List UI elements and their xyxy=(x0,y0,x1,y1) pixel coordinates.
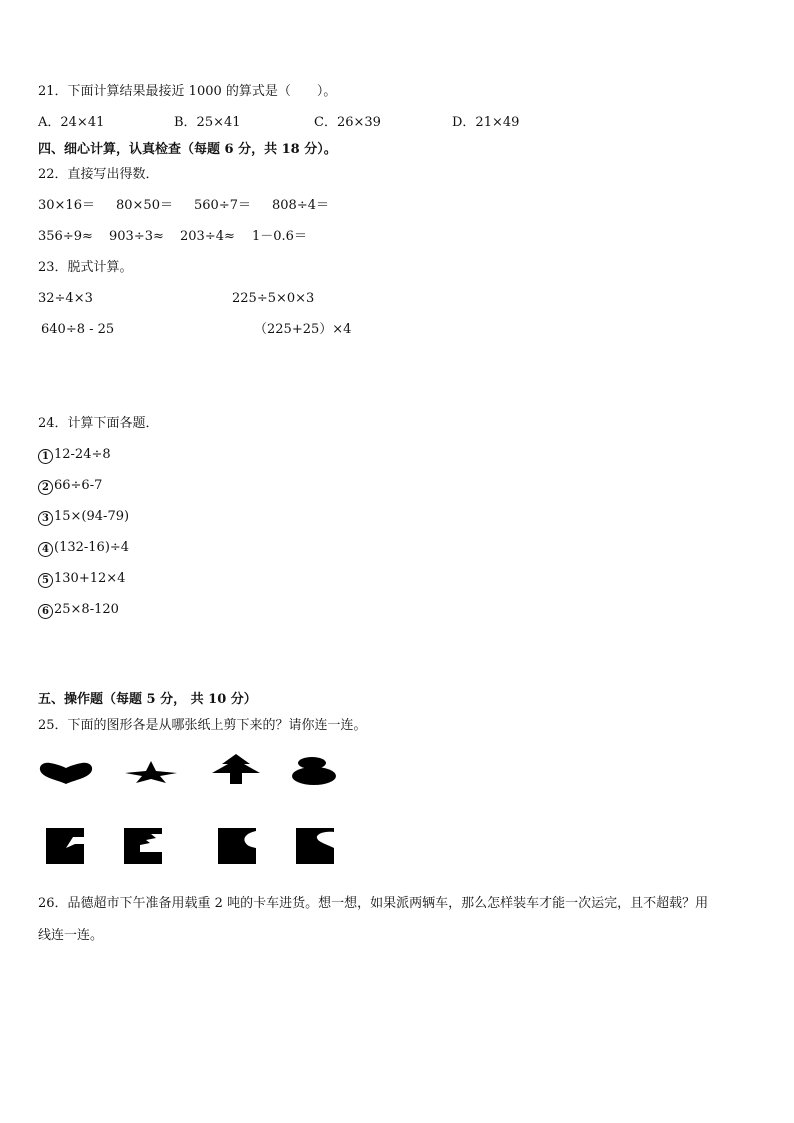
section4-title: 四、细心计算，认真检查（每题 6 分，共 18 分）。 xyxy=(38,142,337,157)
q23-item: （225+25）×4 xyxy=(254,322,352,337)
cut-paper-3 xyxy=(218,828,256,864)
tree-shape xyxy=(208,753,264,785)
q22-item: 1－0.6＝ xyxy=(252,229,307,244)
circled-number: 3 xyxy=(38,511,53,526)
q24-item xyxy=(38,509,129,526)
q21-option-b: B．25×41 xyxy=(174,115,241,130)
q24-item xyxy=(38,478,102,495)
q22-item: 560÷7＝ xyxy=(194,198,251,213)
circled-number: 6 xyxy=(38,604,53,619)
circled-number: 2 xyxy=(38,480,53,495)
cut-paper-2 xyxy=(124,828,162,864)
q21-option-c: C．26×39 xyxy=(314,115,381,130)
q24-item xyxy=(38,602,119,619)
q26-line2: 线连一连。 xyxy=(38,928,104,943)
q23-item: 640÷8 - 25 xyxy=(41,322,115,337)
q22-item: 80×50＝ xyxy=(116,198,173,213)
q23-stem: 23．脱式计算。 xyxy=(38,260,133,275)
q24-expression: (132-16)÷4 xyxy=(54,540,130,555)
q24-stem: 24．计算下面各题． xyxy=(38,416,159,431)
q21-option-d: D．21×49 xyxy=(452,115,520,130)
q22-stem: 22．直接写出得数． xyxy=(38,167,159,182)
circled-number: 5 xyxy=(38,573,53,588)
q21-stem: 21．下面计算结果最接近 1000 的算式是（ ）。 xyxy=(38,84,337,99)
snowman-shape xyxy=(290,756,338,786)
q24-expression: 12-24÷8 xyxy=(54,447,111,462)
q22-item: 903÷3≈ xyxy=(109,229,164,244)
cut-paper-4 xyxy=(296,828,334,864)
star-shape xyxy=(124,760,178,784)
q22-item: 203÷4≈ xyxy=(180,229,235,244)
q22-item: 356÷9≈ xyxy=(38,229,93,244)
q22-item: 30×16＝ xyxy=(38,198,95,213)
q21-option-a: A．24×41 xyxy=(38,115,105,130)
q24-expression: 66÷6-7 xyxy=(54,478,103,493)
q24-item xyxy=(38,447,111,464)
q24-item xyxy=(38,571,125,588)
cut-paper-1 xyxy=(46,828,84,864)
q24-expression: 25×8-120 xyxy=(54,602,119,617)
q23-item: 32÷4×3 xyxy=(38,291,93,306)
heart-shape xyxy=(38,760,94,786)
q24-expression: 15×(94-79) xyxy=(54,509,130,524)
circled-number: 1 xyxy=(38,449,53,464)
q22-item: 808÷4＝ xyxy=(272,198,329,213)
q24-expression: 130+12×4 xyxy=(54,571,126,586)
section5-title: 五、操作题（每题 5 分， 共 10 分） xyxy=(38,692,257,707)
q24-item xyxy=(38,540,129,557)
q25-stem: 25．下面的图形各是从哪张纸上剪下来的？请你连一连。 xyxy=(38,718,367,733)
q23-item: 225÷5×0×3 xyxy=(232,291,315,306)
circled-number: 4 xyxy=(38,542,53,557)
q26-line1: 26．品德超市下午准备用载重 2 吨的卡车进货。想一想，如果派两辆车，那么怎样装车才能一次运完，且不超载？用 xyxy=(38,896,709,911)
